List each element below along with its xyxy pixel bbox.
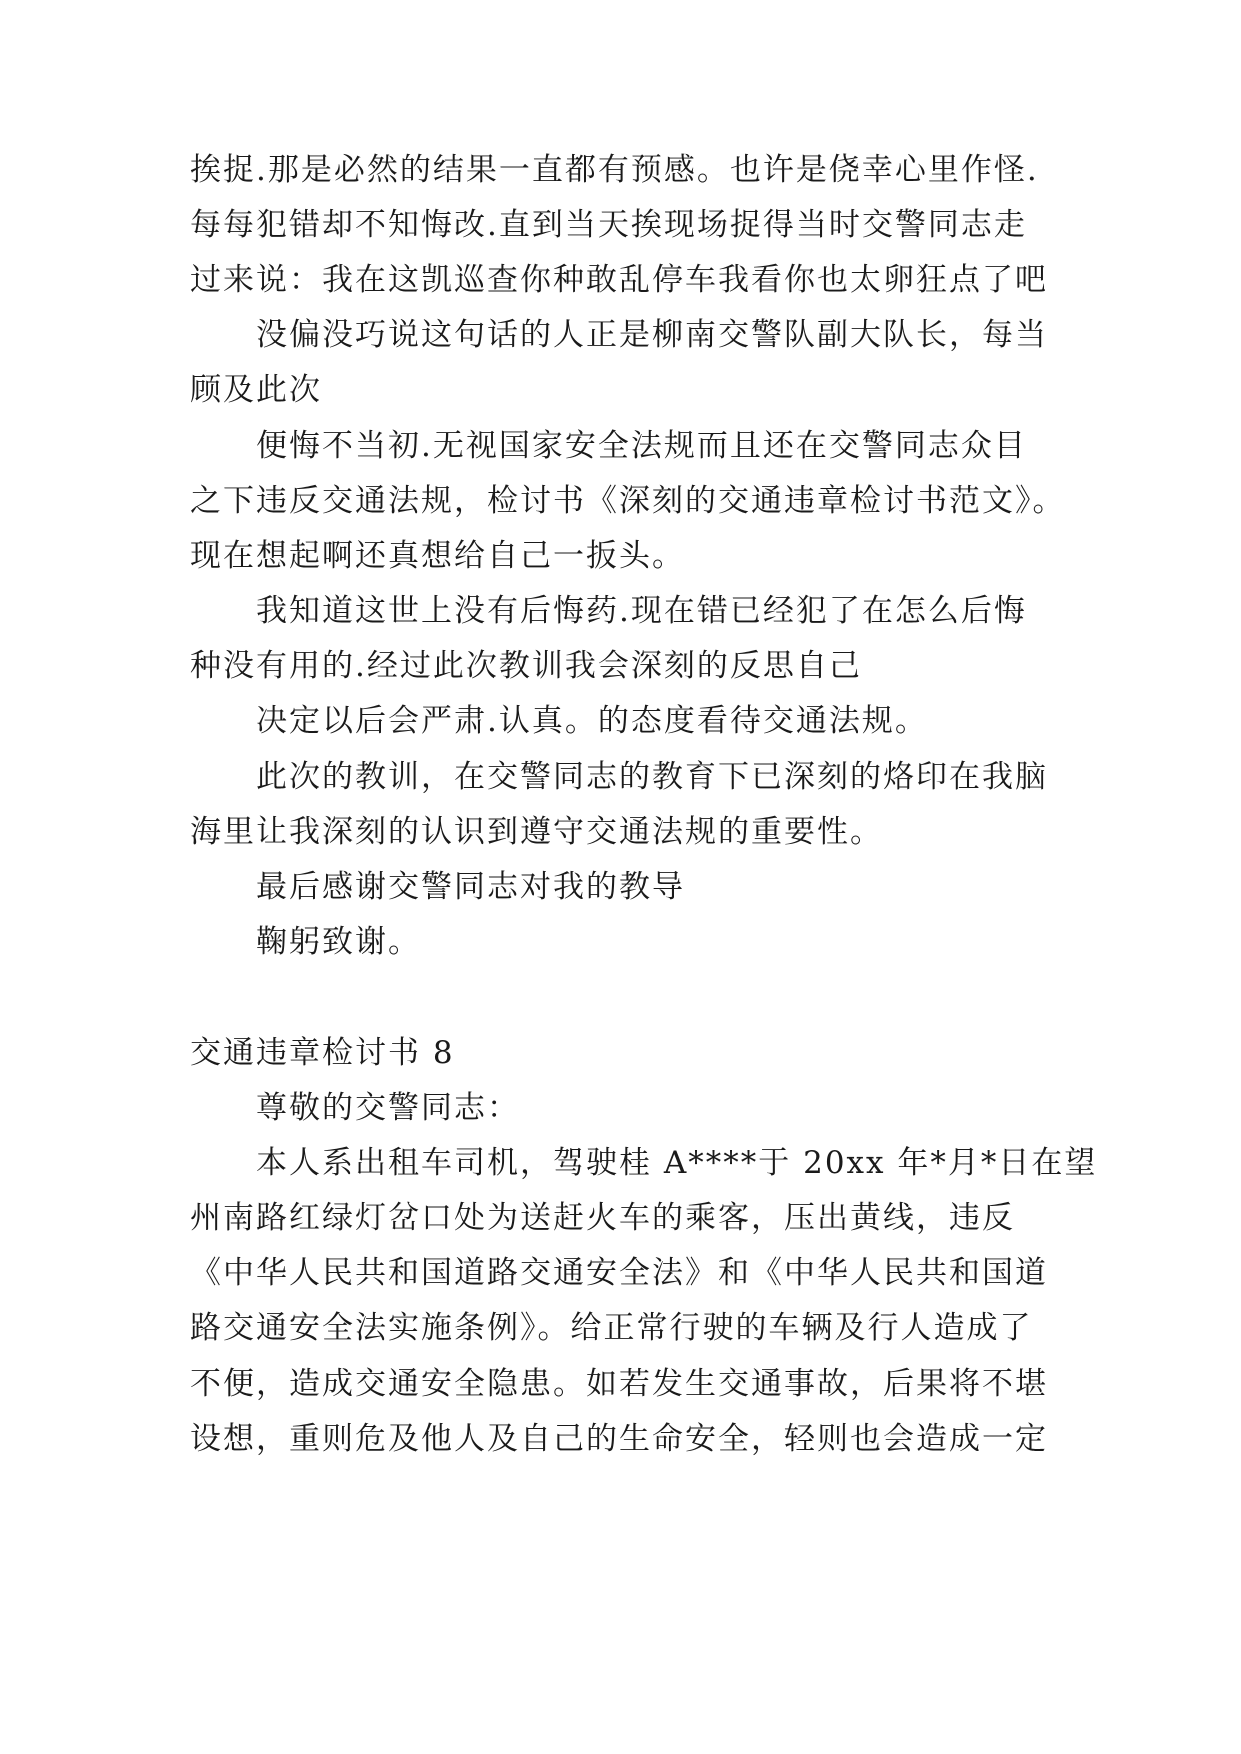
text-line: 最后感谢交警同志对我的教导 (256, 869, 685, 905)
text-line: 过来说：我在这凯巡查你种敢乱停车我看你也太卵狂点了吧 (190, 262, 1048, 298)
text-line: 路交通安全法实施条例》。给正常行驶的车辆及行人造成了 (190, 1310, 1033, 1346)
text-line: 鞠躬致谢。 (256, 924, 421, 960)
text-line: 海里让我深刻的认识到遵守交通法规的重要性。 (190, 814, 883, 850)
salutation: 尊敬的交警同志： (256, 1090, 520, 1126)
text-line: 没偏没巧说这句话的人正是柳南交警队副大队长，每当 (256, 317, 1048, 353)
section-title: 交通违章检讨书 8 (190, 1035, 455, 1071)
text-line: 本人系出租车司机，驾驶桂 A****于 20xx 年*月*日在望 (256, 1145, 1098, 1181)
text-line: 州南路红绿灯岔口处为送赶火车的乘客，压出黄线，违反 (190, 1200, 1015, 1236)
text-line: 每每犯错却不知悔改.直到当天挨现场捉得当时交警同志走 (190, 207, 1027, 243)
text-line: 我知道这世上没有后悔药.现在错已经犯了在怎么后悔 (256, 593, 1027, 629)
text-line: 《中华人民共和国道路交通安全法》和《中华人民共和国道 (190, 1255, 1048, 1291)
text-line: 挨捉.那是必然的结果一直都有预感。也许是侥幸心里作怪. (190, 152, 1039, 188)
text-line: 不便，造成交通安全隐患。如若发生交通事故，后果将不堪 (190, 1366, 1048, 1402)
text-line: 便悔不当初.无视国家安全法规而且还在交警同志众目 (256, 428, 1027, 464)
text-line: 设想，重则危及他人及自己的生命安全，轻则也会造成一定 (190, 1421, 1048, 1457)
text-line: 种没有用的.经过此次教训我会深刻的反思自己 (190, 648, 862, 684)
text-line: 现在想起啊还真想给自己一扳头。 (190, 538, 685, 574)
text-line: 此次的教训，在交警同志的教育下已深刻的烙印在我脑 (256, 759, 1048, 795)
text-line: 决定以后会严肃.认真。的态度看待交通法规。 (256, 703, 928, 739)
text-line: 顾及此次 (190, 372, 322, 408)
text-line: 之下违反交通法规，检讨书《深刻的交通违章检讨书范文》。 (190, 483, 1066, 519)
